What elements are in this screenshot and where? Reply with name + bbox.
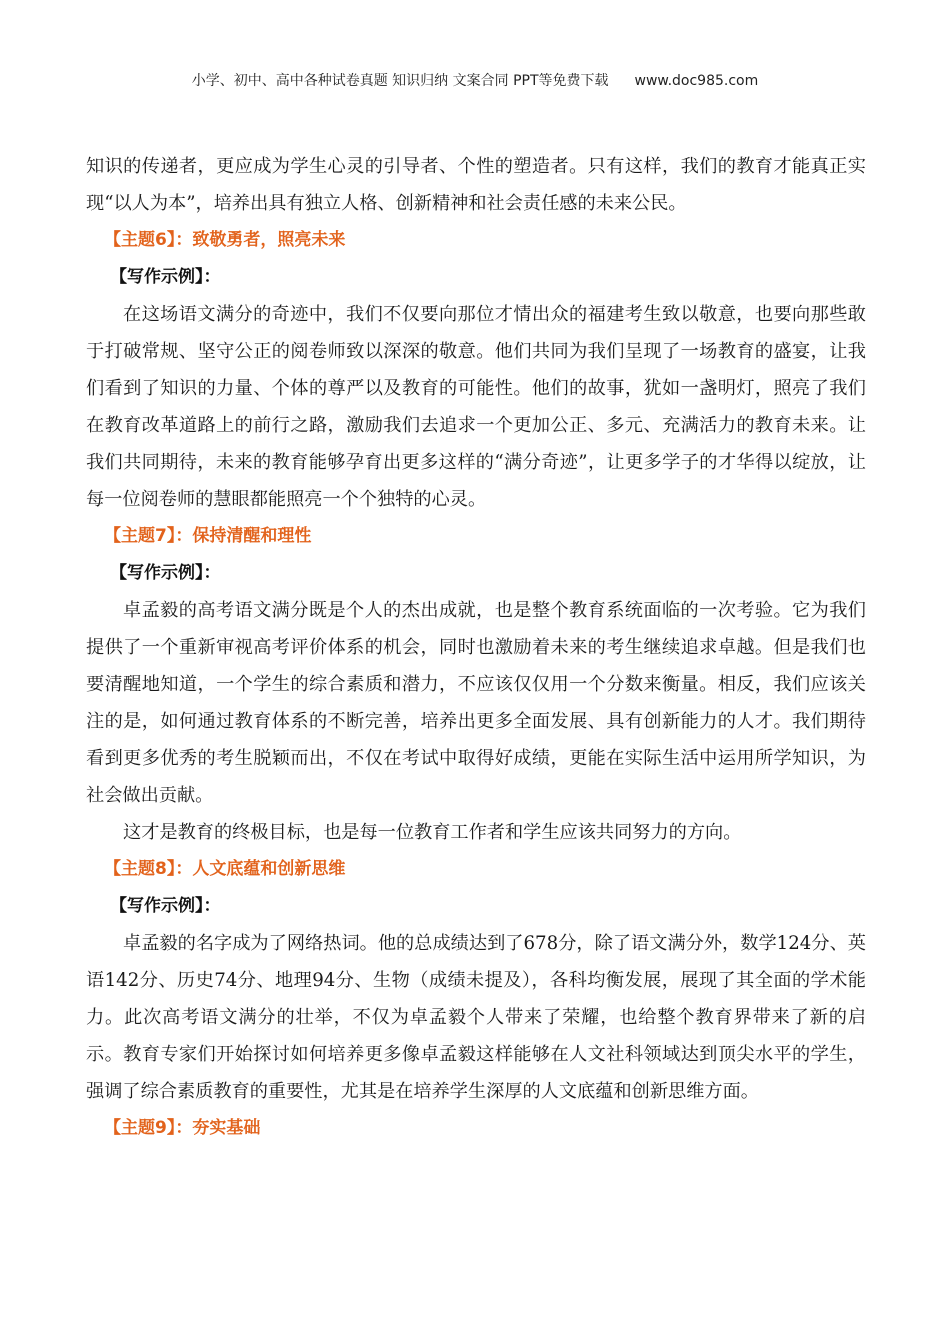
body-paragraph: 这才是教育的终极目标，也是每一位教育工作者和学生应该共同努力的方向。 <box>123 822 742 843</box>
section-topic-6 <box>86 222 866 518</box>
topic-heading: 【主题8】：人文底蕴和创新思维 <box>104 859 346 879</box>
document-body <box>86 148 866 1147</box>
section-topic-7 <box>86 518 866 851</box>
example-label: 【写作示例】： <box>110 267 221 287</box>
body-paragraph: 卓孟毅的名字成为了网络热词。他的总成绩达到了678分，除了语文满分外，数学124分、英语142分、历史74分、地理94分、生物（成绩未提及），各科均衡发展，展现了其全面的学术能力。此次高考语文满分的壮举，不仅为卓孟毅个人带来了荣耀，也给整个教育界带来了新的启示。教育专家们开始探讨如何培养更多像卓孟毅这样能够在人文社科领域达到顶尖水平的学生，强调了综合素质教育的重要性，尤其是在培养学生深厚的人文底蕴和创新思维方面。 <box>86 933 866 1102</box>
intro-paragraph: 知识的传递者，更应成为学生心灵的引导者、个性的塑造者。只有这样，我们的教育才能真正实现“以人为本”，培养出具有独立人格、创新精神和社会责任感的未来公民。 <box>86 156 866 214</box>
topic-heading: 【主题9】：夯实基础 <box>104 1118 261 1138</box>
example-label: 【写作示例】： <box>110 563 221 583</box>
header-text: 小学、初中、高中各种试卷真题 知识归纳 文案合同 PPT等免费下载 <box>191 73 609 89</box>
topic-heading: 【主题7】：保持清醒和理性 <box>104 526 312 546</box>
section-topic-8 <box>86 851 866 1110</box>
body-paragraph: 卓孟毅的高考语文满分既是个人的杰出成就，也是整个教育系统面临的一次考验。它为我们提供了一个重新审视高考评价体系的机会，同时也激励着未来的考生继续追求卓越。但是我们也要清醒地知道，一个学生的综合素质和潜力，不应该仅仅用一个分数来衡量。相反，我们应该关注的是，如何通过教育体系的不断完善，培养出更多全面发展、具有创新能力的人才。我们期待看到更多优秀的考生脱颖而出，不仅在考试中取得好成绩，更能在实际生活中运用所学知识，为社会做出贡献。 <box>86 600 866 806</box>
page-header <box>0 70 950 90</box>
body-paragraph: 在这场语文满分的奇迹中，我们不仅要向那位才情出众的福建考生致以敬意，也要向那些敢于打破常规、坚守公正的阅卷师致以深深的敬意。他们共同为我们呈现了一场教育的盛宴，让我们看到了知识的力量、个体的尊严以及教育的可能性。他们的故事，犹如一盏明灯，照亮了我们在教育改革道路上的前行之路，激励我们去追求一个更加公正、多元、充满活力的教育未来。让我们共同期待，未来的教育能够孕育出更多这样的“满分奇迹”，让更多学子的才华得以绽放，让每一位阅卷师的慧眼都能照亮一个个独特的心灵。 <box>86 304 866 510</box>
section-topic-9 <box>86 1110 866 1147</box>
example-label: 【写作示例】： <box>110 896 221 916</box>
header-url[interactable]: www.doc985.com <box>634 73 759 89</box>
topic-heading: 【主题6】：致敬勇者，照亮未来 <box>104 230 346 250</box>
